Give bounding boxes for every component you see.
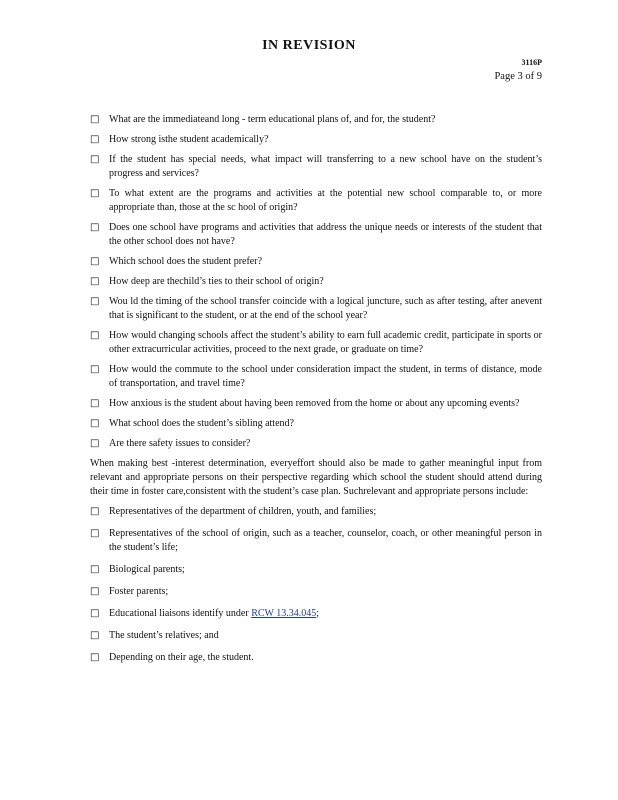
list-item-text: The student’s relatives; and xyxy=(109,630,219,641)
checkbox-bullet-icon: □ xyxy=(90,652,100,663)
checkbox-bullet-icon: □ xyxy=(90,564,100,575)
checkbox-bullet-icon: □ xyxy=(90,608,100,619)
list-item-text: Are there safety issues to consider? xyxy=(109,438,251,449)
list-item xyxy=(90,275,542,289)
question-list xyxy=(90,113,542,451)
list-item-text: Depending on their age, the student. xyxy=(109,652,254,663)
checkbox-bullet-icon: □ xyxy=(90,398,100,409)
list-item xyxy=(90,417,542,431)
policy-code: 3116P xyxy=(521,58,542,67)
list-item xyxy=(90,563,542,577)
list-item-text: What are the immediateand long - term educational plans of, and for, the student? xyxy=(109,114,436,125)
list-item-text: How would the commute to the school under consideration impact the student, in terms of distance, mode of transportation, and travel time? xyxy=(109,364,542,389)
list-item-text: Wou ld the timing of the school transfer coincide with a logical juncture, such as after testing, after anevent that is significant to the student, or at the end of the school year? xyxy=(109,296,542,321)
list-item-text: What school does the student’s sibling attend? xyxy=(109,418,294,429)
checkbox-bullet-icon: □ xyxy=(90,506,100,517)
list-item xyxy=(90,363,542,391)
checkbox-bullet-icon: □ xyxy=(90,528,100,539)
checkbox-bullet-icon: □ xyxy=(90,330,100,341)
checkbox-bullet-icon: □ xyxy=(90,418,100,429)
list-item-text: Representatives of the school of origin, such as a teacher, counselor, coach, or other meaningful person in the student’s life; xyxy=(109,528,542,553)
list-item-text: How would changing schools affect the student’s ability to earn full academic credit, participate in sports or other extracurricular activities, proceed to the next grade, or graduate on time? xyxy=(109,330,542,355)
list-item xyxy=(90,221,542,249)
list-item xyxy=(90,133,542,147)
intro-paragraph: When making best -interest determination, everyeffort should also be made to gather meaningful input from relevant and appropriate persons on their perspective regarding which school the student should attend during their time in foster care,consistent with the student’s case plan. Suchrelevant and appropriate persons include: xyxy=(90,458,542,497)
checkbox-bullet-icon: □ xyxy=(90,364,100,375)
list-item-text: To what extent are the programs and activities at the potential new school comparable to, or more appropriate than, those at the sc hool of origin? xyxy=(109,188,542,213)
list-item-text: Biological parents; xyxy=(109,564,185,575)
checkbox-bullet-icon: □ xyxy=(90,188,100,199)
list-item-suffix: ; xyxy=(316,608,320,619)
list-item-text: If the student has special needs, what impact will transferring to a new school have on the student’s progress and services? xyxy=(109,154,542,179)
list-item-text: Representatives of the department of children, youth, and families; xyxy=(109,506,377,517)
list-item xyxy=(90,651,542,665)
checkbox-bullet-icon: □ xyxy=(90,630,100,641)
list-item xyxy=(90,607,542,621)
list-item-text: How deep are thechild’s ties to their school of origin? xyxy=(109,276,324,287)
list-item xyxy=(90,187,542,215)
checkbox-bullet-icon: □ xyxy=(90,256,100,267)
checkbox-bullet-icon: □ xyxy=(90,134,100,145)
list-item xyxy=(90,153,542,181)
rcw-link[interactable]: RCW 13.34.045 xyxy=(251,608,317,619)
checkbox-bullet-icon: □ xyxy=(90,222,100,233)
doc-title: IN REVISION xyxy=(262,38,356,53)
list-item xyxy=(90,255,542,269)
document-body xyxy=(90,113,542,673)
list-item xyxy=(90,505,542,519)
checkbox-bullet-icon: □ xyxy=(90,276,100,287)
checkbox-bullet-icon: □ xyxy=(90,114,100,125)
page-number: Page 3 of 9 xyxy=(494,71,542,82)
list-item xyxy=(90,295,542,323)
checkbox-bullet-icon: □ xyxy=(90,586,100,597)
list-item-text: How strong isthe student academically? xyxy=(109,134,269,145)
persons-list-tail xyxy=(90,629,542,665)
persons-list xyxy=(90,505,542,599)
list-item xyxy=(90,329,542,357)
list-item xyxy=(90,397,542,411)
list-item-text: Educational liaisons identify under xyxy=(109,608,249,619)
checkbox-bullet-icon: □ xyxy=(90,154,100,165)
list-item-text: How anxious is the student about having been removed from the home or about any upcoming events? xyxy=(109,398,520,409)
checkbox-bullet-icon: □ xyxy=(90,438,100,449)
list-item xyxy=(90,527,542,555)
checkbox-bullet-icon: □ xyxy=(90,296,100,307)
list-item-text: Foster parents; xyxy=(109,586,169,597)
list-item-text: Which school does the student prefer? xyxy=(109,256,263,267)
list-item xyxy=(90,113,542,127)
list-item xyxy=(90,585,542,599)
list-item xyxy=(90,437,542,451)
list-item xyxy=(90,629,542,643)
list-item-text: Does one school have programs and activities that address the unique needs or interests of the student that the other school does not have? xyxy=(109,222,542,247)
